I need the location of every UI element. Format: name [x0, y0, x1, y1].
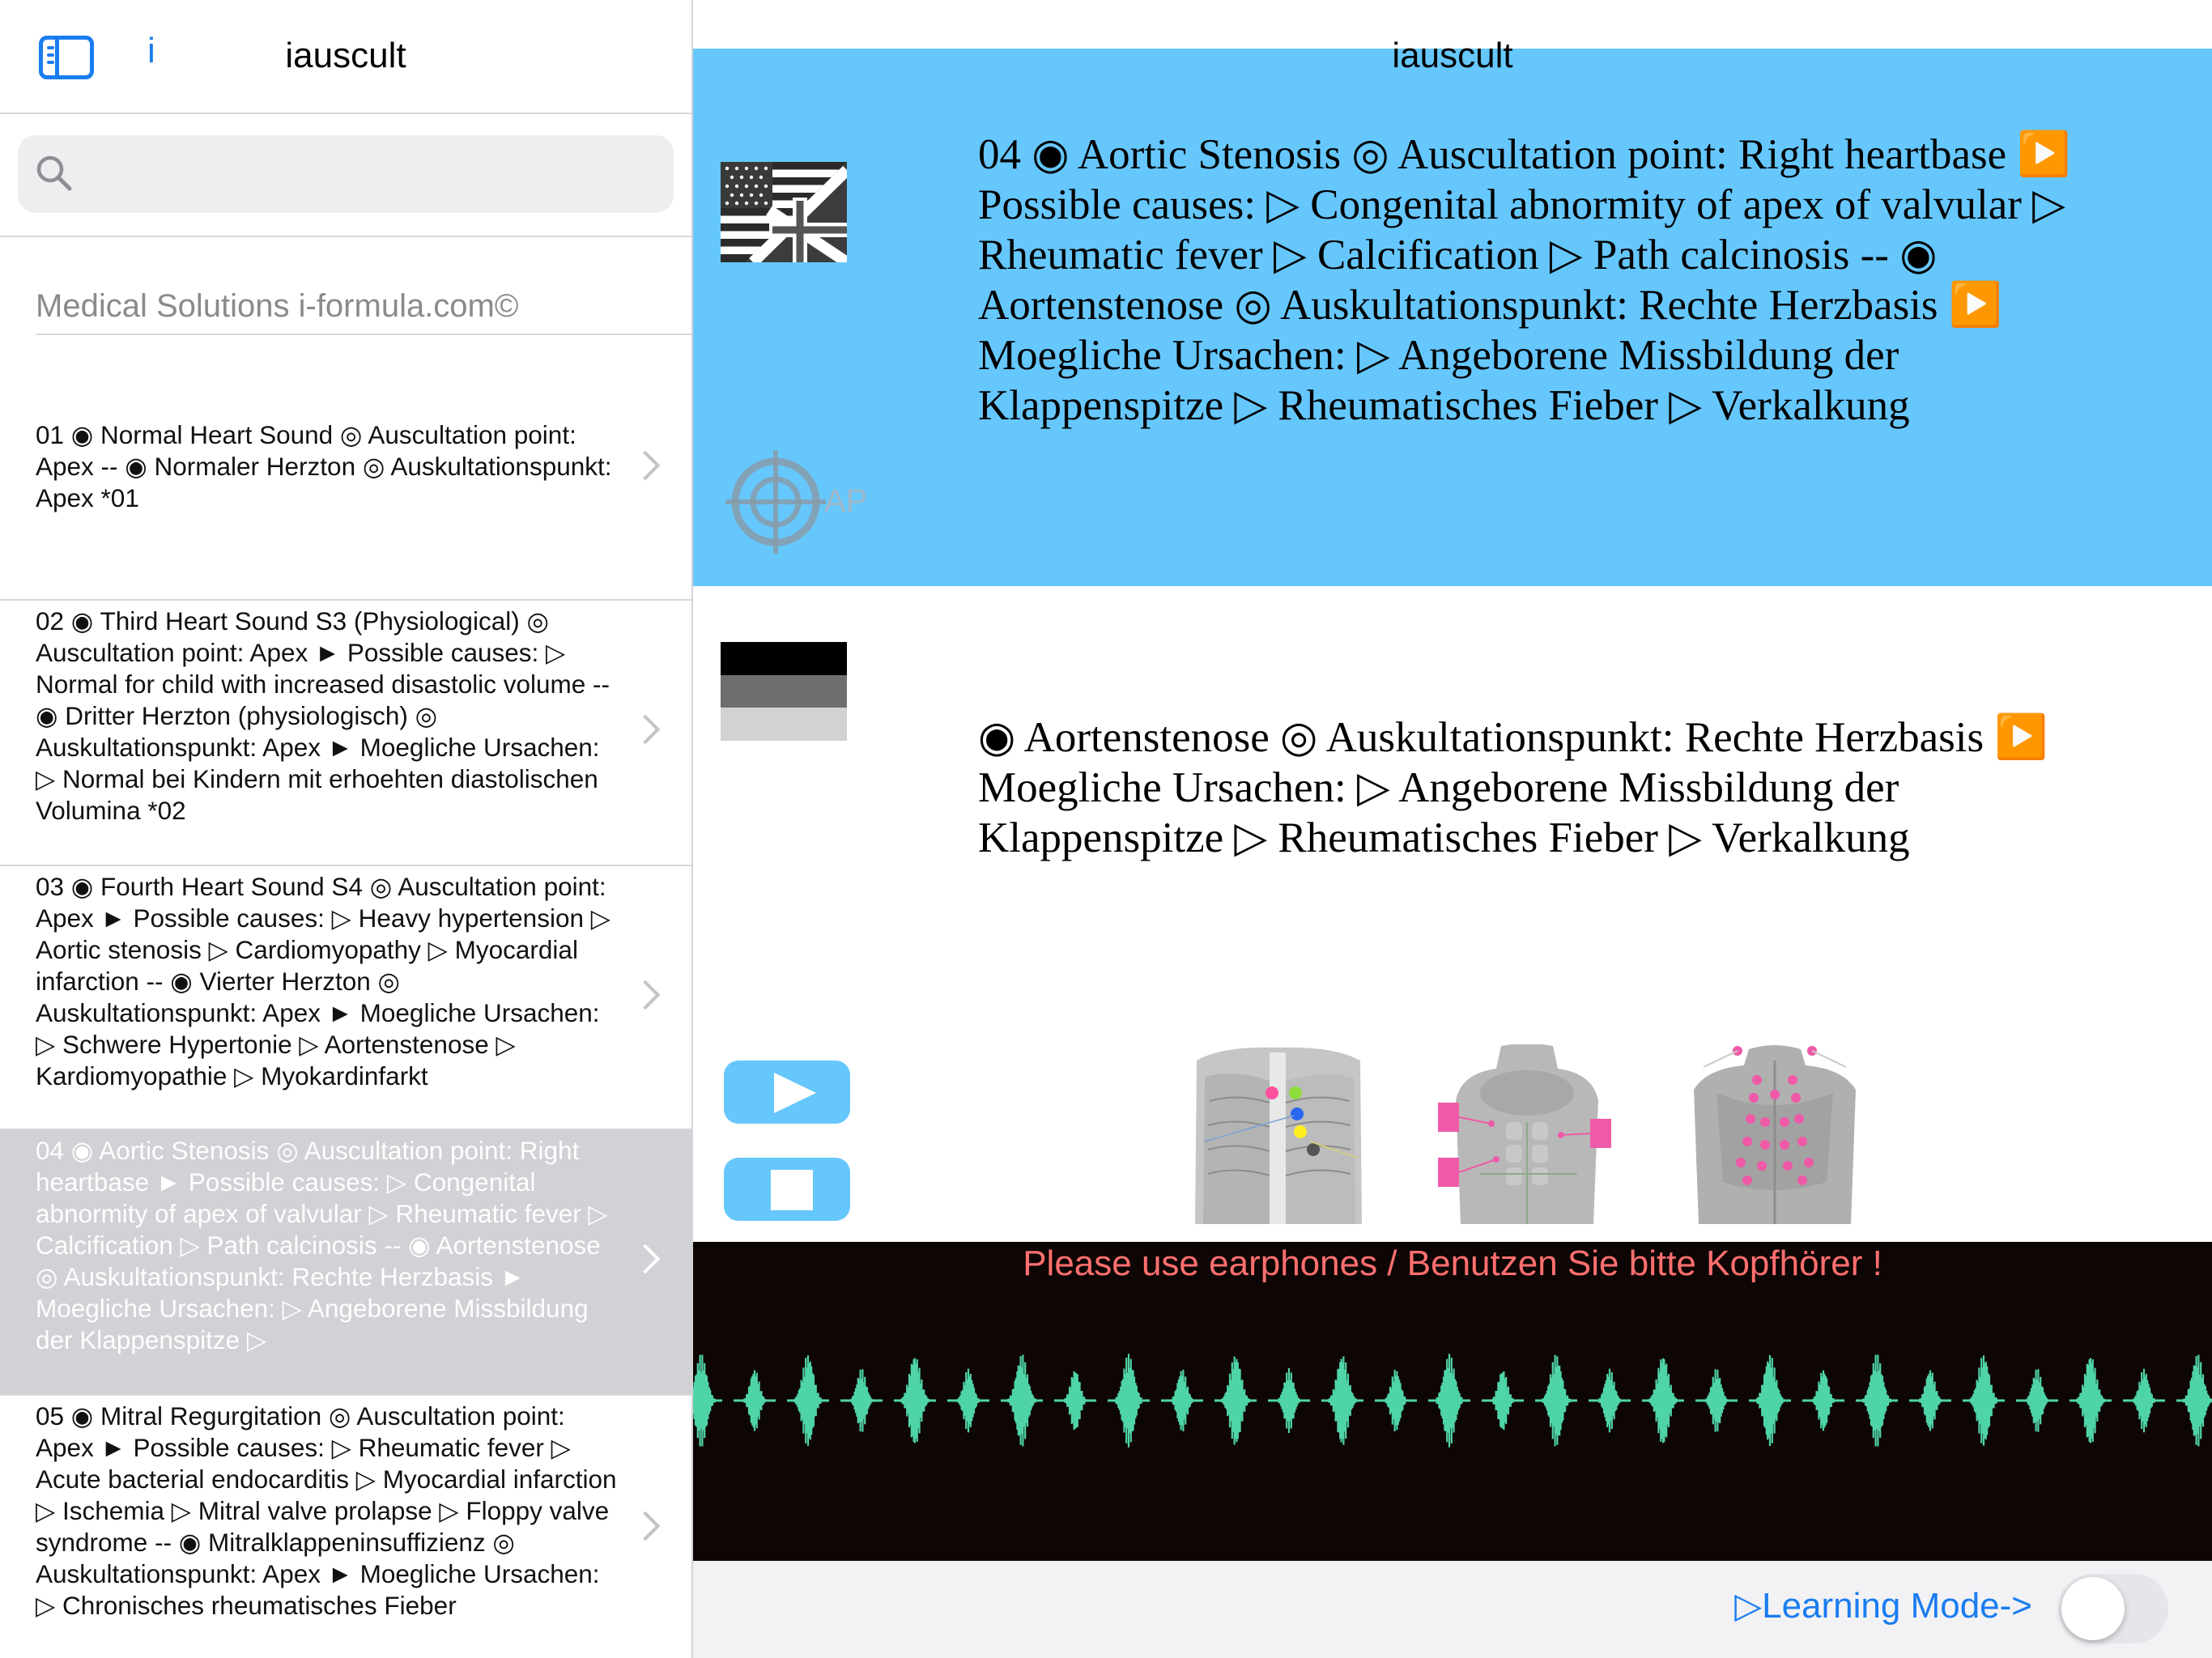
- play-icon: [729, 1061, 855, 1124]
- waveform-burst: [947, 1369, 989, 1433]
- target-crosshair-icon[interactable]: [725, 445, 879, 559]
- list-item-text: 03 ◉ Fourth Heart Sound S4 ◎ Auscultation point: Apex ► Possible causes: ▷ Heavy hypertension ▷ Aortic stenosis ▷ Cardiomyopathy ▷ Myocardial infarction -- ◉ Vierter Herzton ◎ Auskultationspunkt: Apex ► Moegliche Ursachen: ▷ Schwere Hypertonie ▷ Aortenstenose ▷ Kardiomyopathie ▷ Myokardinfarkt: [36, 872, 610, 1090]
- list-item-selected[interactable]: [0, 1130, 691, 1396]
- waveform-burst: [1268, 1368, 1310, 1433]
- list-item[interactable]: [0, 335, 691, 601]
- waveform-burst: [1214, 1356, 1257, 1444]
- waveform-burst: [1375, 1370, 1417, 1431]
- waveform-burst: [2176, 1355, 2212, 1447]
- waveform-burst: [734, 1371, 776, 1431]
- stop-button[interactable]: [724, 1158, 850, 1221]
- waveform-burst: [2016, 1369, 2058, 1431]
- waveform-burst: [1321, 1356, 1363, 1444]
- search-input[interactable]: [18, 135, 674, 213]
- toggle-knob: [2061, 1577, 2125, 1640]
- list-item[interactable]: [0, 601, 691, 866]
- main-title: iauscult: [1392, 36, 1513, 75]
- waveform-burst: [1001, 1355, 1043, 1447]
- waveform-burst: [840, 1369, 883, 1431]
- earphones-notice: Please use earphones / Benutzen Sie bitte Kopfhörer !: [1023, 1244, 1882, 1283]
- german-description: ◉ Aortenstenose ◎ Auskultationspunkt: Rechte Herzbasis ▶️ Moegliche Ursachen: ▷ Angeborene Missbildung der Klappenspitze ▷ Rheumatisches Fieber ▷ Verkalkung: [978, 714, 2048, 861]
- chest-front-auscultation-figure[interactable]: [1189, 1044, 1367, 1224]
- waveform-burst: [1963, 1355, 2005, 1446]
- abdomen-figure[interactable]: [1431, 1044, 1623, 1224]
- waveform-burst: [1695, 1369, 1738, 1431]
- search-bar: [0, 114, 691, 237]
- list-item-text: 01 ◉ Normal Heart Sound ◎ Auscultation point: Apex -- ◉ Normaler Herzton ◎ Auskultationspunkt: Apex *01: [36, 420, 612, 512]
- waveform-burst: [1802, 1371, 1844, 1431]
- chevron-right-icon: [631, 715, 661, 745]
- waveform-burst: [1909, 1370, 1951, 1431]
- play-button[interactable]: [724, 1061, 850, 1124]
- list-item-text: 05 ◉ Mitral Regurgitation ◎ Auscultation point: Apex ► Possible causes: ▷ Rheumatic fever ▷ Acute bacterial endocarditis ▷ Myocardial infarction ▷ Ischemia ▷ Mitral valve prolapse ▷ Floppy valve syndrome -- ◉ Mitralklappeninsuffizienz ◎ Auskultationspunkt: Apex ► Moegliche Ursachen: ▷ Chronisches rheumatisches Fieber: [36, 1401, 617, 1620]
- detail-view: [693, 0, 2212, 1658]
- waveform-burst: [1054, 1371, 1096, 1430]
- chevron-right-icon: [631, 980, 661, 1010]
- chevron-right-icon: [631, 451, 661, 481]
- waveform-burst: [1856, 1354, 1898, 1446]
- waveform-burst: [1749, 1355, 1791, 1446]
- list-item-text: 04 ◉ Aortic Stenosis ◎ Auscultation point: Right heartbase ► Possible causes: ▷ Congenital abnormity of apex of valvular ▷ Rheumatic fever ▷ Calcification ▷ Path calcinosis -- ◉ Aortenstenose ◎ Auskultationspunkt: Rechte Herzbasis ► Moegliche Ursachen: ▷ Angeborene Missbildung der Klappenspitze ▷: [36, 1136, 608, 1354]
- waveform-burst: [1161, 1370, 1203, 1431]
- magnifier-icon: [34, 153, 74, 193]
- chevron-right-icon: [631, 1244, 661, 1274]
- sidebar: [0, 0, 693, 1658]
- stop-icon: [729, 1158, 855, 1222]
- section-header: Medical Solutions i-formula.com©: [36, 288, 519, 324]
- waveform-burst: [1642, 1358, 1684, 1443]
- waveform-burst: [2069, 1358, 2112, 1443]
- list-item-text: 02 ◉ Third Heart Sound S3 (Physiological) ◎ Auscultation point: Apex ► Possible causes: ▷ Normal for child with increased disastolic volume -- ◉ Dritter Herzton (physiologisch) ◎ Auskultationspunkt: Apex ► Moegliche Ursachen: ▷ Normal bei Kindern mit erhoehten diastolischen Volumina *02: [36, 606, 610, 825]
- waveform-burst: [894, 1358, 936, 1443]
- list-item[interactable]: [0, 866, 691, 1130]
- list-item[interactable]: [0, 1396, 691, 1658]
- waveform-burst: [2123, 1369, 2165, 1433]
- waveform-burst: [693, 1354, 722, 1446]
- english-description: 04 ◉ Aortic Stenosis ◎ Auscultation point: Right heartbase ▶️ Possible causes: ▷ Congenital abnormity of apex of valvular ▷ Rheumatic fever ▷ Calcification ▷ Path calcinosis -- ◉ Aortenstenose ◎ Auskultationspunkt: Rechte Herzbasis ▶️ Moegliche Ursachen: ▷ Angeborene Missbildung der Klappenspitze ▷ Rheumatisches Fieber ▷ Verkalkung: [978, 131, 2071, 429]
- waveform-burst: [1108, 1354, 1150, 1448]
- us-uk-flag-icon: [721, 162, 847, 262]
- learning-mode-label: ▷Learning Mode->: [1734, 1586, 2032, 1626]
- back-figure[interactable]: [1684, 1044, 1865, 1224]
- waveform-burst: [1535, 1355, 1577, 1447]
- waveform-burst: [1589, 1369, 1631, 1433]
- sidebar-navbar: [0, 0, 691, 114]
- waveform-burst: [1482, 1371, 1524, 1430]
- learning-mode-toggle[interactable]: [2058, 1574, 2168, 1643]
- waveform-burst: [1428, 1354, 1470, 1448]
- waveform-burst: [787, 1355, 829, 1446]
- target-label: AP: [824, 483, 868, 519]
- german-flag-grayscale-icon[interactable]: [721, 642, 847, 741]
- sidebar-title: iauscult: [285, 36, 406, 75]
- info-button[interactable]: i: [147, 31, 155, 70]
- chevron-right-icon: [631, 1511, 661, 1541]
- audio-waveform[interactable]: [693, 1328, 2212, 1473]
